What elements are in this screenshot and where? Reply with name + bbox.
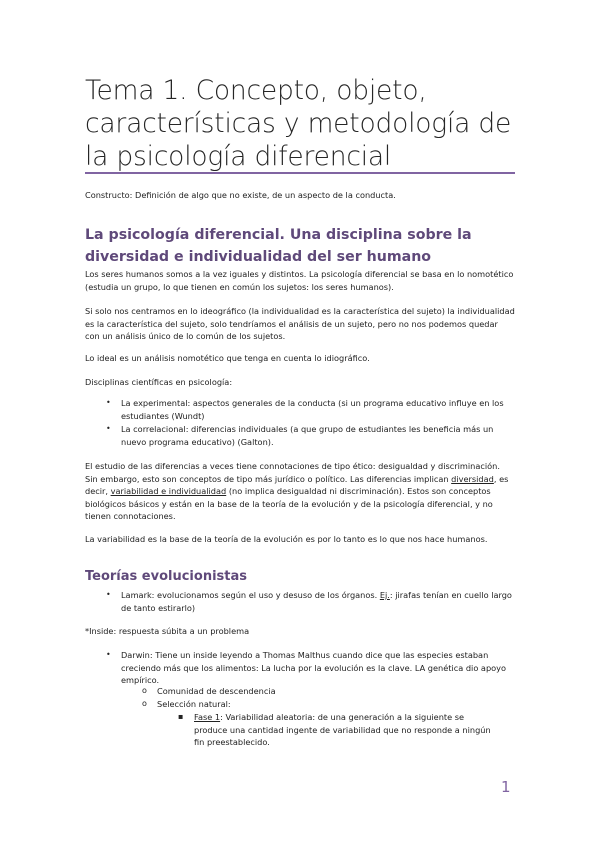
- list-item-lamark: [121, 589, 515, 614]
- fase-label: Fase 1: [194, 712, 221, 722]
- term-variabilidad: variabilidad e individualidad: [110, 486, 227, 497]
- paragraph-6: La variabilidad es la base de la teoría de la evolución es por lo tanto es lo que nos hace humanos.: [85, 534, 488, 544]
- lamark-rest: : jirafas tenían en cuello largo de tanto estirarlo): [121, 590, 512, 613]
- paragraph-1: Los seres humanos somos a la vez iguales y distintos. La psicología diferencial se basa en lo nomotético (estudia un grupo, lo que tienen en común los sujetos: los seres humanos).: [85, 269, 514, 292]
- constructo-definition: Constructo: Definición de algo que no existe, de un aspecto de la conducta.: [85, 190, 396, 200]
- term-diversidad: diversidad: [451, 473, 494, 484]
- section-heading: La psicología diferencial. Una disciplina sobre la diversidad e individualidad del ser humano: [85, 227, 472, 265]
- document-title: Tema 1. Concepto, objeto, características y metodología de la psicología diferencial: [85, 75, 512, 172]
- square-marker: ▪: [178, 712, 184, 721]
- bullet-marker: •: [106, 424, 111, 433]
- paragraph-3: Lo ideal es un análisis nomotético que tenga en cuenta lo idiográfico.: [85, 353, 370, 363]
- circle-marker: o: [142, 699, 147, 708]
- list-item-darwin: Darwin: Tiene un inside leyendo a Thomas Malthus cuando dice que las especies estaban creciendo más que los alimentos: La lucha por la evolución es la clave. LA genética dio apoyo empírico.: [121, 650, 507, 686]
- inside-definition: *Inside: respuesta súbita a un problema: [85, 626, 250, 636]
- title-divider: [85, 172, 515, 174]
- list-item-experimental: La experimental: aspectos generales de la conducta (si un programa educativo influye en los estudiantes (Wundt): [121, 398, 504, 421]
- lamark-example-label: Ej.: [379, 590, 390, 600]
- list-item-comunidad: Comunidad de descendencia: [157, 686, 276, 696]
- paragraph-4: Disciplinas científicas en psicología:: [85, 377, 233, 387]
- bullet-marker: •: [106, 650, 111, 659]
- paragraph-5-end: (no implica desigualdad ni discriminación). Estos son conceptos biológicos básicos y están en la base de la teoría de la evolución y de la psicología diferencial, y no tienen connotaciones.: [85, 486, 493, 522]
- paragraph-2: Si solo nos centramos en lo ideográfico (la individualidad es la característica del sujeto) la individualidad es la característica del sujeto, solo tendríamos el análisis de un sujeto, pero no nos podemos quedar con un análisis único de lo común de los sujetos.: [85, 306, 515, 342]
- page-number: 1: [501, 778, 511, 796]
- fase-text: : Variabilidad aleatoria: de una generación a la siguiente se produce una cantidad ingente de variabilidad que no responde a ningún fin preestablecido.: [194, 712, 491, 748]
- paragraph-5-mid: , es decir,: [85, 473, 509, 497]
- list-item-seleccion: Selección natural:: [157, 699, 231, 709]
- paragraph-5: [85, 460, 515, 523]
- circle-marker: o: [142, 686, 147, 695]
- paragraph-5-start: El estudio de las diferencias a veces tiene connotaciones de tipo ético: desigualdad y discriminación. Sin embargo, esto son conceptos de tipo más jurídico o político. Las diferencias implican: [85, 461, 500, 484]
- bullet-marker: •: [106, 398, 111, 407]
- bullet-marker: •: [106, 590, 111, 599]
- list-item-fase-1: [194, 711, 494, 749]
- lamark-text: Lamark: evolucionamos según el uso y desuso de los órganos.: [121, 590, 380, 600]
- subsection-heading: Teorías evolucionistas: [85, 569, 247, 584]
- list-item-correlacional: La correlacional: diferencias individuales (a que grupo de estudiantes les beneficia más un nuevo programa educativo) (Galton).: [121, 424, 494, 447]
